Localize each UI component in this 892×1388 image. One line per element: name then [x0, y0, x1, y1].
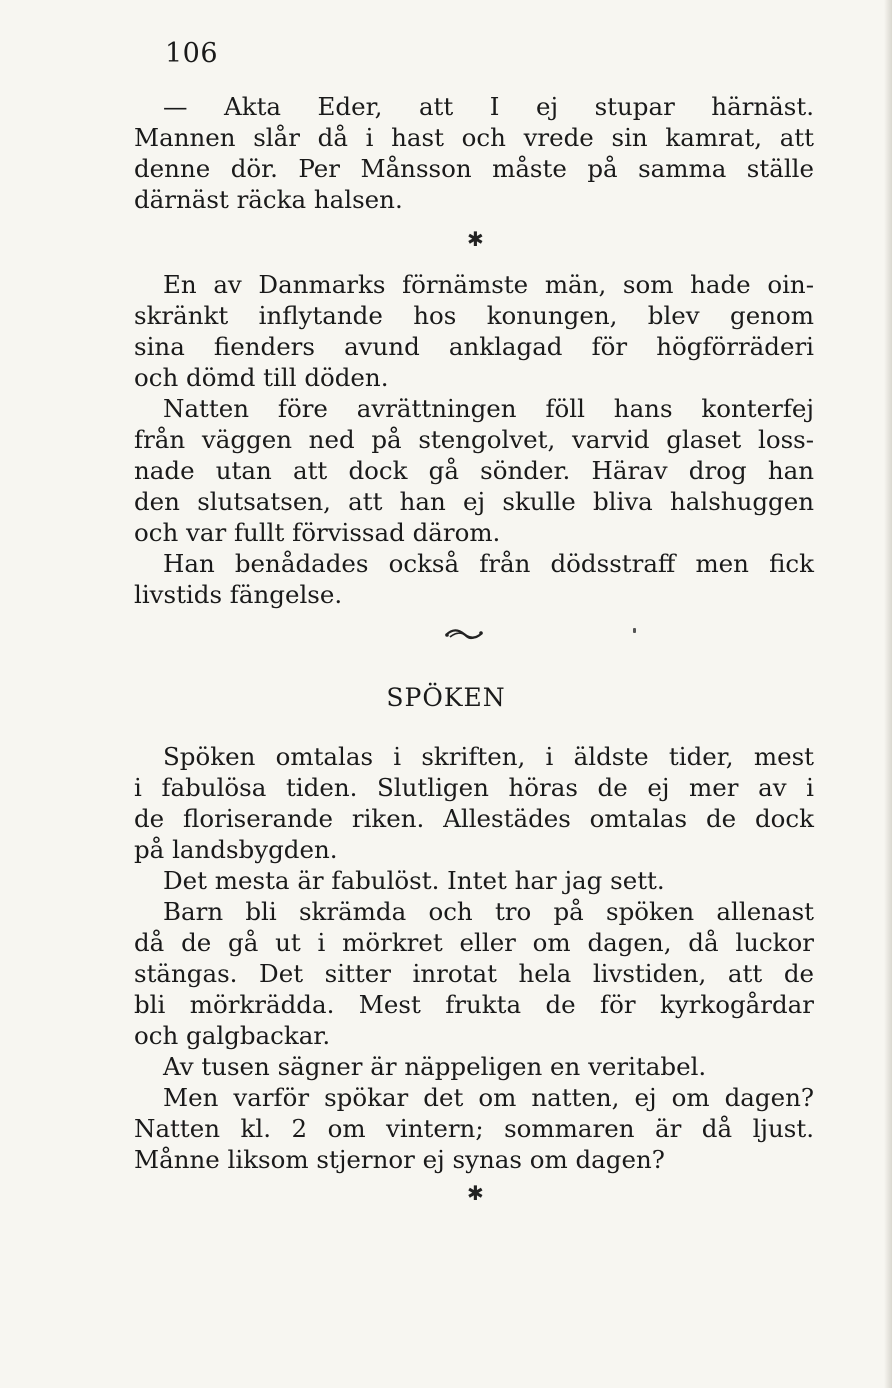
text-line: nade utan att dock gå sönder. Härav drog han — [134, 456, 814, 485]
text-line: Barn bli skrämda och tro på spöken allenast — [163, 897, 814, 926]
text-line: Månne liksom stjernor ej synas om dagen? — [134, 1145, 665, 1174]
text-line: skränkt inflytande hos konungen, blev genom — [134, 301, 814, 330]
story-section — [134, 269, 814, 610]
text-line: Spöken omtalas i skriften, i äldste tider, mest — [163, 742, 814, 771]
text-line: — Akta Eder, att I ej stupar härnäst. — [163, 92, 814, 121]
section-title: SPÖKEN — [386, 683, 506, 712]
intro-paragraph — [134, 91, 814, 215]
text-line: Mannen slår då i hast och vrede sin kamrat, att — [134, 123, 814, 152]
text-line: och var fullt förvissad därom. — [134, 518, 501, 547]
text-line: därnäst räcka halsen. — [134, 185, 403, 214]
text-line: Det mesta är fabulöst. Intet har jag sett. — [163, 866, 665, 895]
asterism-separator: ✱ — [467, 227, 484, 251]
text-line: de floriserande riken. Allestädes omtalas de dock — [134, 804, 814, 833]
text-line: denne dör. Per Månsson måste på samma ställe — [134, 154, 814, 183]
text-line: den slutsatsen, att han ej skulle bliva halshuggen — [134, 487, 814, 516]
text-line: då de gå ut i mörkret eller om dagen, då luckor — [134, 928, 814, 957]
spoken-section — [134, 741, 814, 1175]
text-line: livstids fängelse. — [134, 580, 343, 609]
text-line: Av tusen sägner är näppeligen en veritabel. — [163, 1052, 707, 1081]
text-line: Natten före avrättningen föll hans konterfej — [163, 394, 814, 423]
ornament-icon — [444, 628, 484, 642]
text-line: sina fienders avund anklagad för högförräderi — [134, 332, 814, 361]
text-line: Men varför spökar det om natten, ej om dagen? — [163, 1083, 814, 1112]
page-number: 106 — [165, 38, 219, 69]
text-line: Natten kl. 2 om vintern; sommaren är då ljust. — [134, 1114, 814, 1143]
text-line: från väggen ned på stengolvet, varvid glaset loss- — [134, 425, 814, 454]
text-line: i fabulösa tiden. Slutligen höras de ej mer av i — [134, 773, 814, 802]
text-line: bli mörkrädda. Mest frukta de för kyrkogårdar — [134, 990, 814, 1019]
text-line: Han benådades också från dödsstraff men fick — [163, 549, 814, 578]
text-line: En av Danmarks förnämste män, som hade oin- — [163, 270, 814, 299]
text-line: stängas. Det sitter inrotat hela livstiden, att de — [134, 959, 814, 988]
asterism-separator: ✱ — [467, 1181, 484, 1205]
text-line: och dömd till döden. — [134, 363, 389, 392]
text-line: och galgbackar. — [134, 1021, 331, 1050]
print-speck — [633, 628, 636, 633]
text-line: på landsbygden. — [134, 835, 338, 864]
